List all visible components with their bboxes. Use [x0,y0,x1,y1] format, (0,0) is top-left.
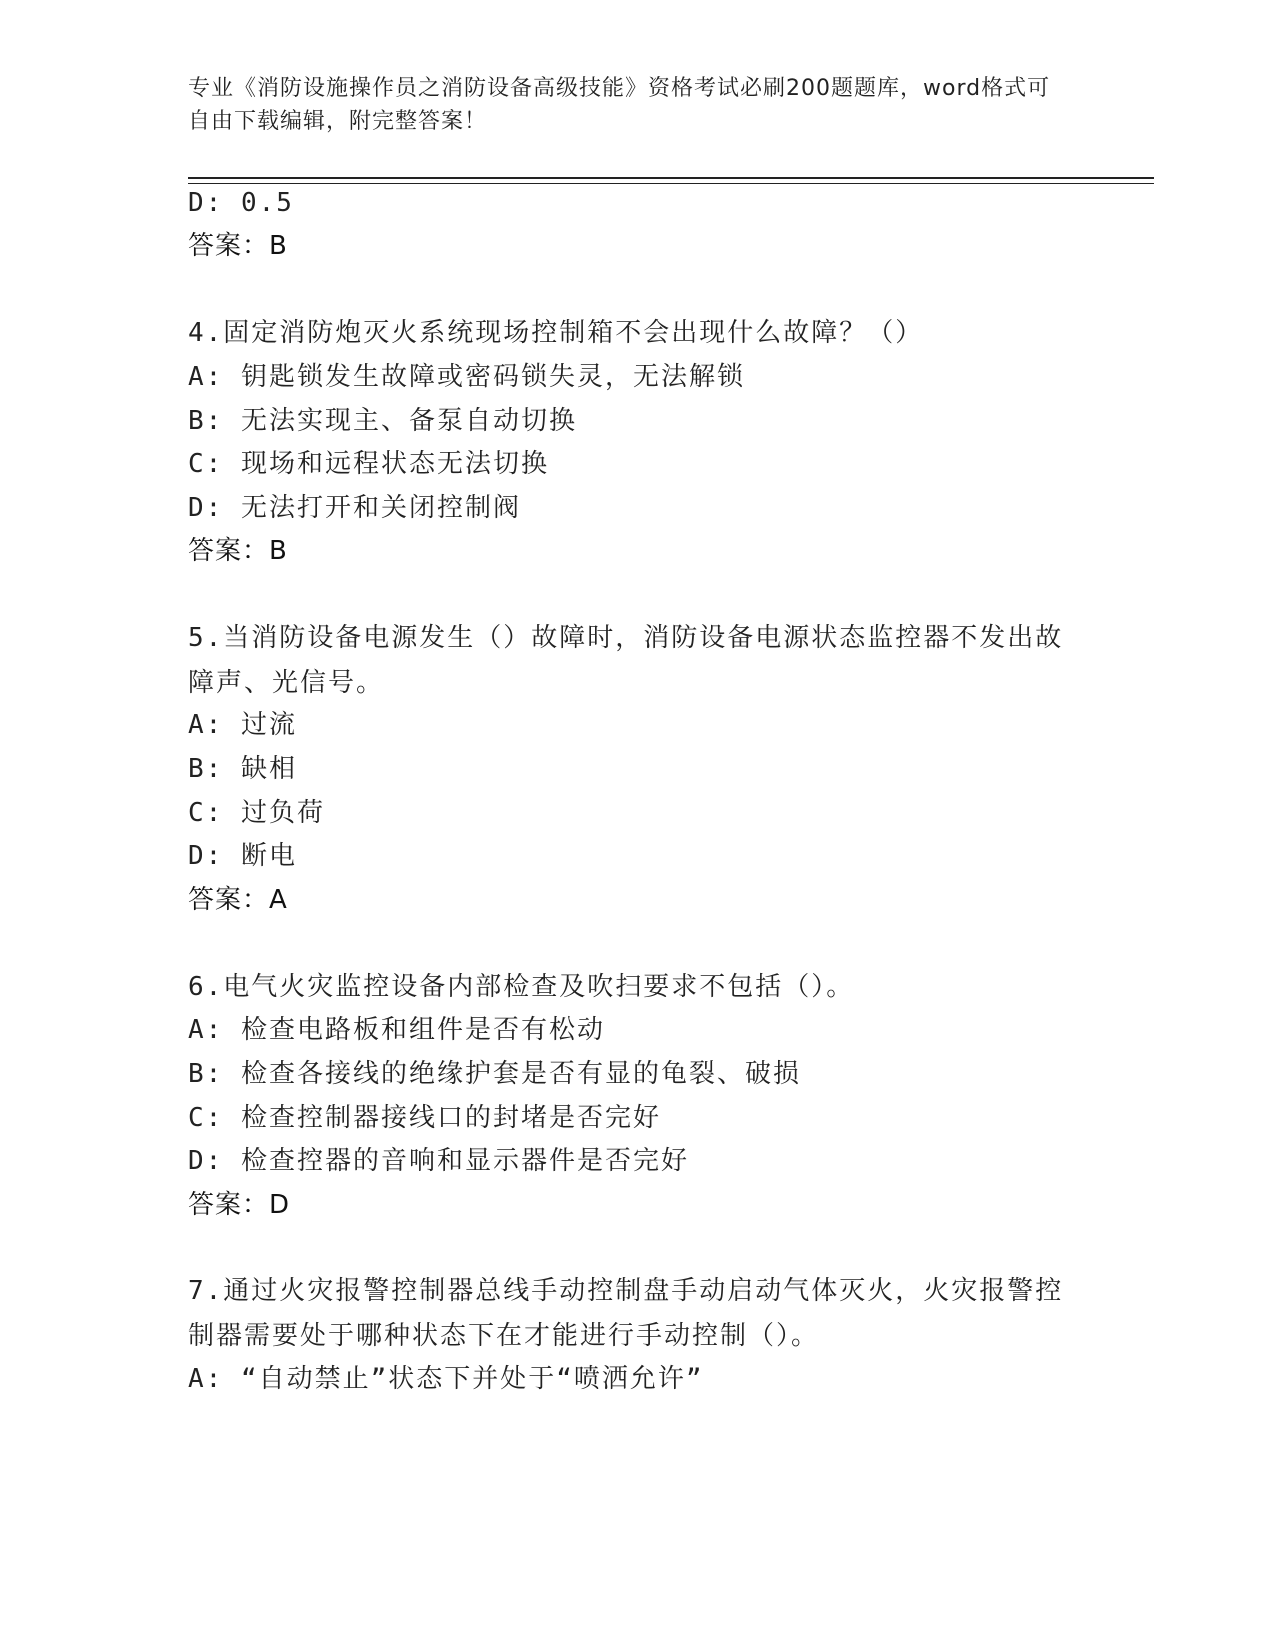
q7-stem: 7.通过火灾报警控制器总线手动控制盘手动启动气体灭火，火灾报警控制器需要处于哪种状态下在才能进行手动控制（）。 [188,1276,1064,1351]
q5-option-d: D: 断电 [188,841,297,871]
q4-stem: 4.固定消防炮灭火系统现场控制箱不会出现什么故障？（） [188,318,924,348]
document-header: 专业《消防设施操作员之消防设备高级技能》资格考试必刷200题题库，word格式可自由下载编辑，附完整答案！ [188,76,1051,134]
q4-answer: 答案：B [188,536,288,566]
q5-option-b: B: 缺相 [188,754,297,784]
prev-option-d: D: 0.5 [188,188,294,218]
q4-option-b: B: 无法实现主、备泵自动切换 [188,406,577,436]
q7-option-a: A: “自动禁止”状态下并处于“喷洒允许” [188,1364,704,1394]
q4-option-d: D: 无法打开和关闭控制阀 [188,493,521,523]
q4-option-a: A: 钥匙锁发生故障或密码锁失灵，无法解锁 [188,362,745,392]
q5-option-c: C: 过负荷 [188,798,325,828]
q6-option-c: C: 检查控制器接线口的封堵是否完好 [188,1103,661,1133]
q6-option-a: A: 检查电路板和组件是否有松动 [188,1015,605,1045]
q6-stem: 6.电气火灾监控设备内部检查及吹扫要求不包括（）。 [188,972,855,1002]
q5-option-a: A: 过流 [188,710,297,740]
q4-option-c: C: 现场和远程状态无法切换 [188,449,549,479]
q5-answer: 答案：A [188,885,288,915]
prev-answer: 答案：B [188,231,288,261]
q6-answer: 答案：D [188,1190,291,1220]
q6-option-d: D: 检查控器的音响和显示器件是否完好 [188,1146,689,1176]
header-divider-thin [188,183,1154,184]
header-divider-thick [188,177,1154,179]
q5-stem: 5.当消防设备电源发生（）故障时，消防设备电源状态监控器不发出故障声、光信号。 [188,623,1064,698]
q6-option-b: B: 检查各接线的绝缘护套是否有显的龟裂、破损 [188,1059,801,1089]
